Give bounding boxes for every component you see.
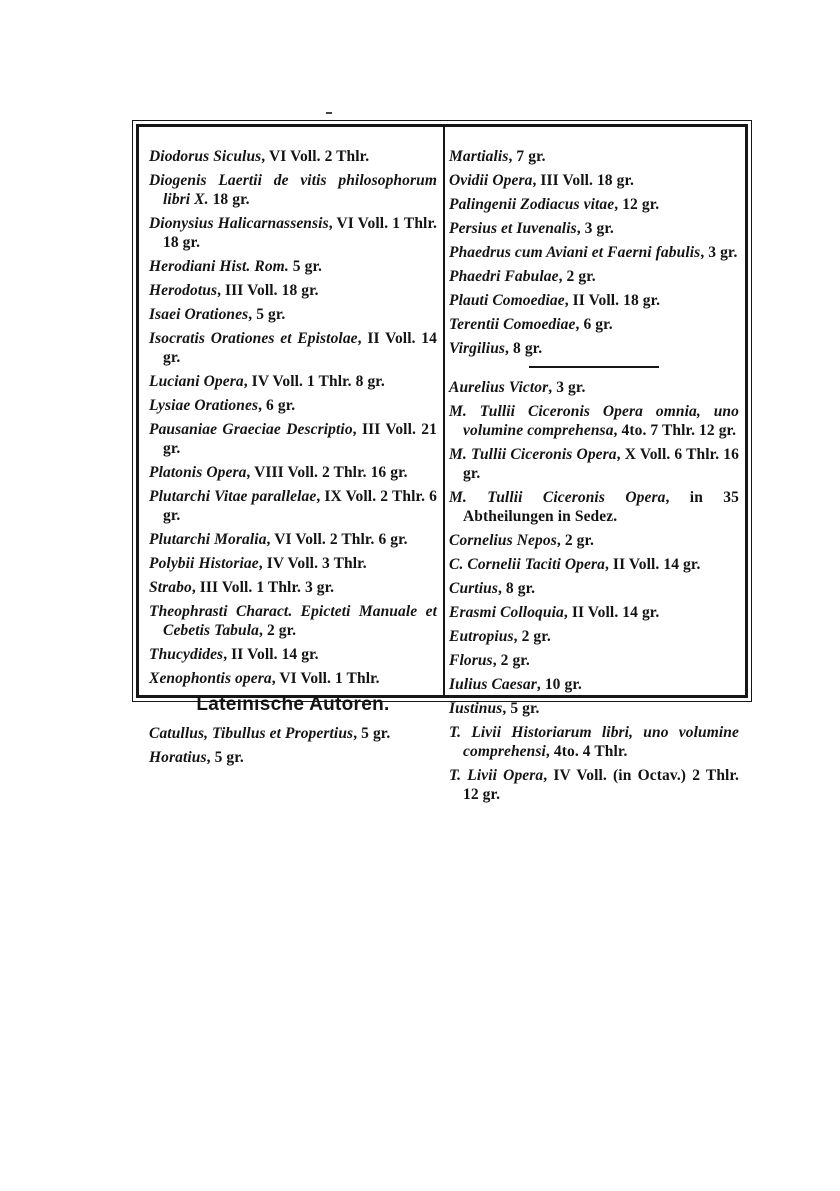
entry-details: , 4to. 4 Thlr.	[545, 743, 628, 760]
catalog-entry	[149, 147, 437, 166]
catalog-entry	[449, 147, 739, 166]
catalog-entry	[149, 724, 437, 743]
entry-details: , IV Voll. 3 Thlr.	[258, 555, 367, 572]
catalog-entry	[449, 699, 739, 718]
entry-details: , 2 gr.	[558, 268, 596, 285]
catalog-entry	[449, 339, 739, 358]
entry-details: , 5 gr.	[353, 725, 391, 742]
entry-details: , VI Voll. 2 Thlr. 6 gr.	[266, 531, 408, 548]
catalog-entry	[149, 171, 437, 209]
entry-details: , 7 gr.	[508, 148, 546, 165]
catalog-entry	[149, 281, 437, 300]
catalog-entry	[449, 267, 739, 286]
entry-title: Isaei Orationes	[149, 306, 249, 323]
catalog-entry	[149, 257, 437, 276]
entry-details: , 3 gr.	[548, 379, 586, 396]
entry-title: Isocratis Orationes et Epistolae	[149, 330, 358, 347]
right-entries-top	[449, 147, 739, 358]
entry-title: Curtius	[449, 580, 498, 597]
entry-details: , II Voll. 18 gr.	[564, 292, 661, 309]
catalog-entry	[149, 645, 437, 664]
entry-title: Erasmi Colloquia	[449, 604, 564, 621]
entry-details: , IV Voll. 1 Thlr. 8 gr.	[243, 373, 385, 390]
catalog-entry	[149, 487, 437, 525]
entry-title: Plauti Comoediae	[449, 292, 565, 309]
entry-title: Theophrasti Charact. Epicteti Manuale et Cebetis Tabula	[149, 603, 437, 639]
entry-details: , 5 gr.	[502, 700, 540, 717]
catalog-entry	[449, 488, 739, 526]
catalog-entry	[149, 396, 437, 415]
catalog-entry	[149, 578, 437, 597]
entry-details: , 12 gr.	[614, 196, 660, 213]
right-column	[449, 147, 739, 809]
entry-title: Strabo	[149, 579, 192, 596]
entry-title: C. Cornelii Taciti Opera	[449, 556, 605, 573]
catalog-entry	[149, 214, 437, 252]
catalog-entry	[449, 531, 739, 550]
catalog-entry	[149, 602, 437, 640]
right-entries-bottom	[449, 378, 739, 804]
left-entries-latin	[149, 724, 437, 767]
entry-title: Luciani Opera	[149, 373, 244, 390]
entry-title: Diogenis Laertii de vitis philosophorum libri X.	[149, 172, 437, 208]
left-entries-greek	[149, 147, 437, 688]
entry-details: , in 35 Abtheilungen in Sedez.	[463, 489, 739, 525]
left-column	[149, 147, 437, 772]
entry-details: , II Voll. 14 gr.	[563, 604, 660, 621]
entry-details: , IX Voll. 2 Thlr. 6 gr.	[163, 488, 438, 524]
catalog-entry	[449, 402, 739, 440]
entry-details: , VI Voll. 2 Thlr.	[261, 148, 370, 165]
catalog-entry	[149, 305, 437, 324]
entry-details: , VIII Voll. 2 Thlr. 16 gr.	[246, 464, 408, 481]
catalog-entry	[449, 219, 739, 238]
entry-details: , 6 gr.	[575, 316, 613, 333]
entry-title: Iustinus	[449, 700, 503, 717]
entry-details: , III Voll. 18 gr.	[532, 172, 635, 189]
entry-details: , X Voll. 6 Thlr. 16 gr.	[463, 446, 739, 482]
entry-details: , 2 gr.	[259, 622, 297, 639]
entry-details: , 2 gr.	[556, 532, 595, 549]
catalog-entry	[449, 445, 739, 483]
entry-title: Palingenii Zodiacus vitae	[449, 196, 615, 213]
entry-title: Platonis Opera	[149, 464, 247, 481]
entry-title: Herodotus	[149, 282, 218, 299]
entry-details: , 8 gr.	[505, 340, 543, 357]
entry-details: , 4to. 7 Thlr. 12 gr.	[613, 422, 737, 439]
entry-details: , II Voll. 14 gr.	[604, 556, 701, 573]
catalog-entry	[449, 579, 739, 598]
catalog-entry	[449, 627, 739, 646]
entry-details: , II Voll. 14 gr.	[223, 646, 319, 663]
entry-details: , II Voll. 14 gr.	[163, 330, 438, 366]
entry-title: Lysiae Orationes	[149, 397, 259, 414]
entry-title: Phaedrus cum Aviani et Faerni fabulis	[449, 244, 701, 261]
catalog-entry	[449, 675, 739, 694]
entry-title: Horatius	[149, 749, 207, 766]
catalog-entry	[149, 372, 437, 391]
entry-details: , III Voll. 18 gr.	[217, 282, 319, 299]
entry-details: , 2 gr.	[492, 652, 530, 669]
catalog-entry	[449, 603, 739, 622]
entry-title: T. Livii Opera	[449, 767, 544, 784]
entry-title: Polybii Historiae	[149, 555, 259, 572]
catalog-entry	[149, 420, 437, 458]
entry-details: , 5 gr.	[248, 306, 286, 323]
entry-details: , 3 gr.	[576, 220, 614, 237]
entry-details: 18 gr.	[208, 191, 250, 208]
entry-title: Iulius Caesar	[449, 676, 537, 693]
entry-title: Plutarchi Vitae parallelae	[149, 488, 317, 505]
entry-title: Plutarchi Moralia	[149, 531, 267, 548]
entry-details: 5 gr.	[288, 258, 322, 275]
entry-title: Eutropius	[449, 628, 514, 645]
entry-title: M. Tullii Ciceronis Opera	[449, 489, 666, 506]
entry-title: Dionysius Halicarnassensis	[149, 215, 329, 232]
entry-title: Terentii Comoediae	[449, 316, 576, 333]
section-rule	[529, 366, 659, 368]
entry-title: Virgilius	[449, 340, 506, 357]
entry-title: Catullus, Tibullus et Propertius	[149, 725, 354, 742]
entry-details: , VI Voll. 1 Thlr.	[271, 670, 380, 687]
entry-details: , IV Voll. (in Octav.) 2 Thlr. 12 gr.	[463, 767, 739, 803]
catalog-entry	[449, 195, 739, 214]
entry-title: Ovidii Opera	[449, 172, 533, 189]
entry-title: Florus	[449, 652, 493, 669]
entry-title: Herodiani Hist. Rom.	[149, 258, 289, 275]
column-divider	[443, 127, 445, 695]
entry-details: , 8 gr.	[497, 580, 536, 597]
entry-title: Diodorus Siculus	[149, 148, 262, 165]
catalog-entry	[149, 463, 437, 482]
entry-details: , III Voll. 1 Thlr. 3 gr.	[191, 579, 335, 596]
catalog-entry	[449, 171, 739, 190]
entry-details: , 2 gr.	[513, 628, 551, 645]
entry-title: M. Tullii Ciceronis Opera omnia, uno volumine comprehensa	[449, 403, 739, 439]
entry-title: Cornelius Nepos	[449, 532, 557, 549]
entry-title: Aurelius Victor	[449, 379, 549, 396]
entry-title: Xenophontis opera	[149, 670, 272, 687]
catalog-frame	[136, 124, 748, 803]
entry-details: , 3 gr.	[700, 244, 738, 261]
entry-details: , 5 gr.	[206, 749, 244, 766]
catalog-entry	[149, 329, 437, 367]
section-heading-latin: Lateinische Autoren.	[196, 694, 390, 715]
entry-title: Pausaniae Graeciae Descriptio	[149, 421, 353, 438]
catalog-entry	[449, 555, 739, 574]
entry-title: M. Tullii Ciceronis Opera	[449, 446, 617, 463]
entry-details: , 10 gr.	[536, 676, 582, 693]
entry-details: , VI Voll. 1 Thlr. 18 gr.	[163, 215, 437, 251]
catalog-entry	[449, 243, 739, 262]
entry-title: Phaedri Fabulae	[449, 268, 559, 285]
catalog-entry	[149, 530, 437, 549]
entry-title: Martialis	[449, 148, 509, 165]
catalog-entry	[449, 315, 739, 334]
entry-title: Thucydides	[149, 646, 224, 663]
catalog-entry	[149, 748, 437, 767]
entry-title: Persius et Iuvenalis	[449, 220, 577, 237]
catalog-entry	[449, 651, 739, 670]
catalog-entry	[149, 669, 437, 688]
entry-details: , 6 gr.	[258, 397, 296, 414]
entry-title: T. Livii Historiarum libri, uno volumine comprehensi	[449, 724, 739, 760]
catalog-entry	[449, 378, 739, 397]
catalog-entry	[449, 291, 739, 310]
top-mark	[326, 112, 332, 114]
entry-details: , III Voll. 21 gr.	[163, 421, 437, 457]
catalog-entry	[149, 554, 437, 573]
catalog-entry	[449, 723, 739, 761]
catalog-entry	[449, 766, 739, 804]
